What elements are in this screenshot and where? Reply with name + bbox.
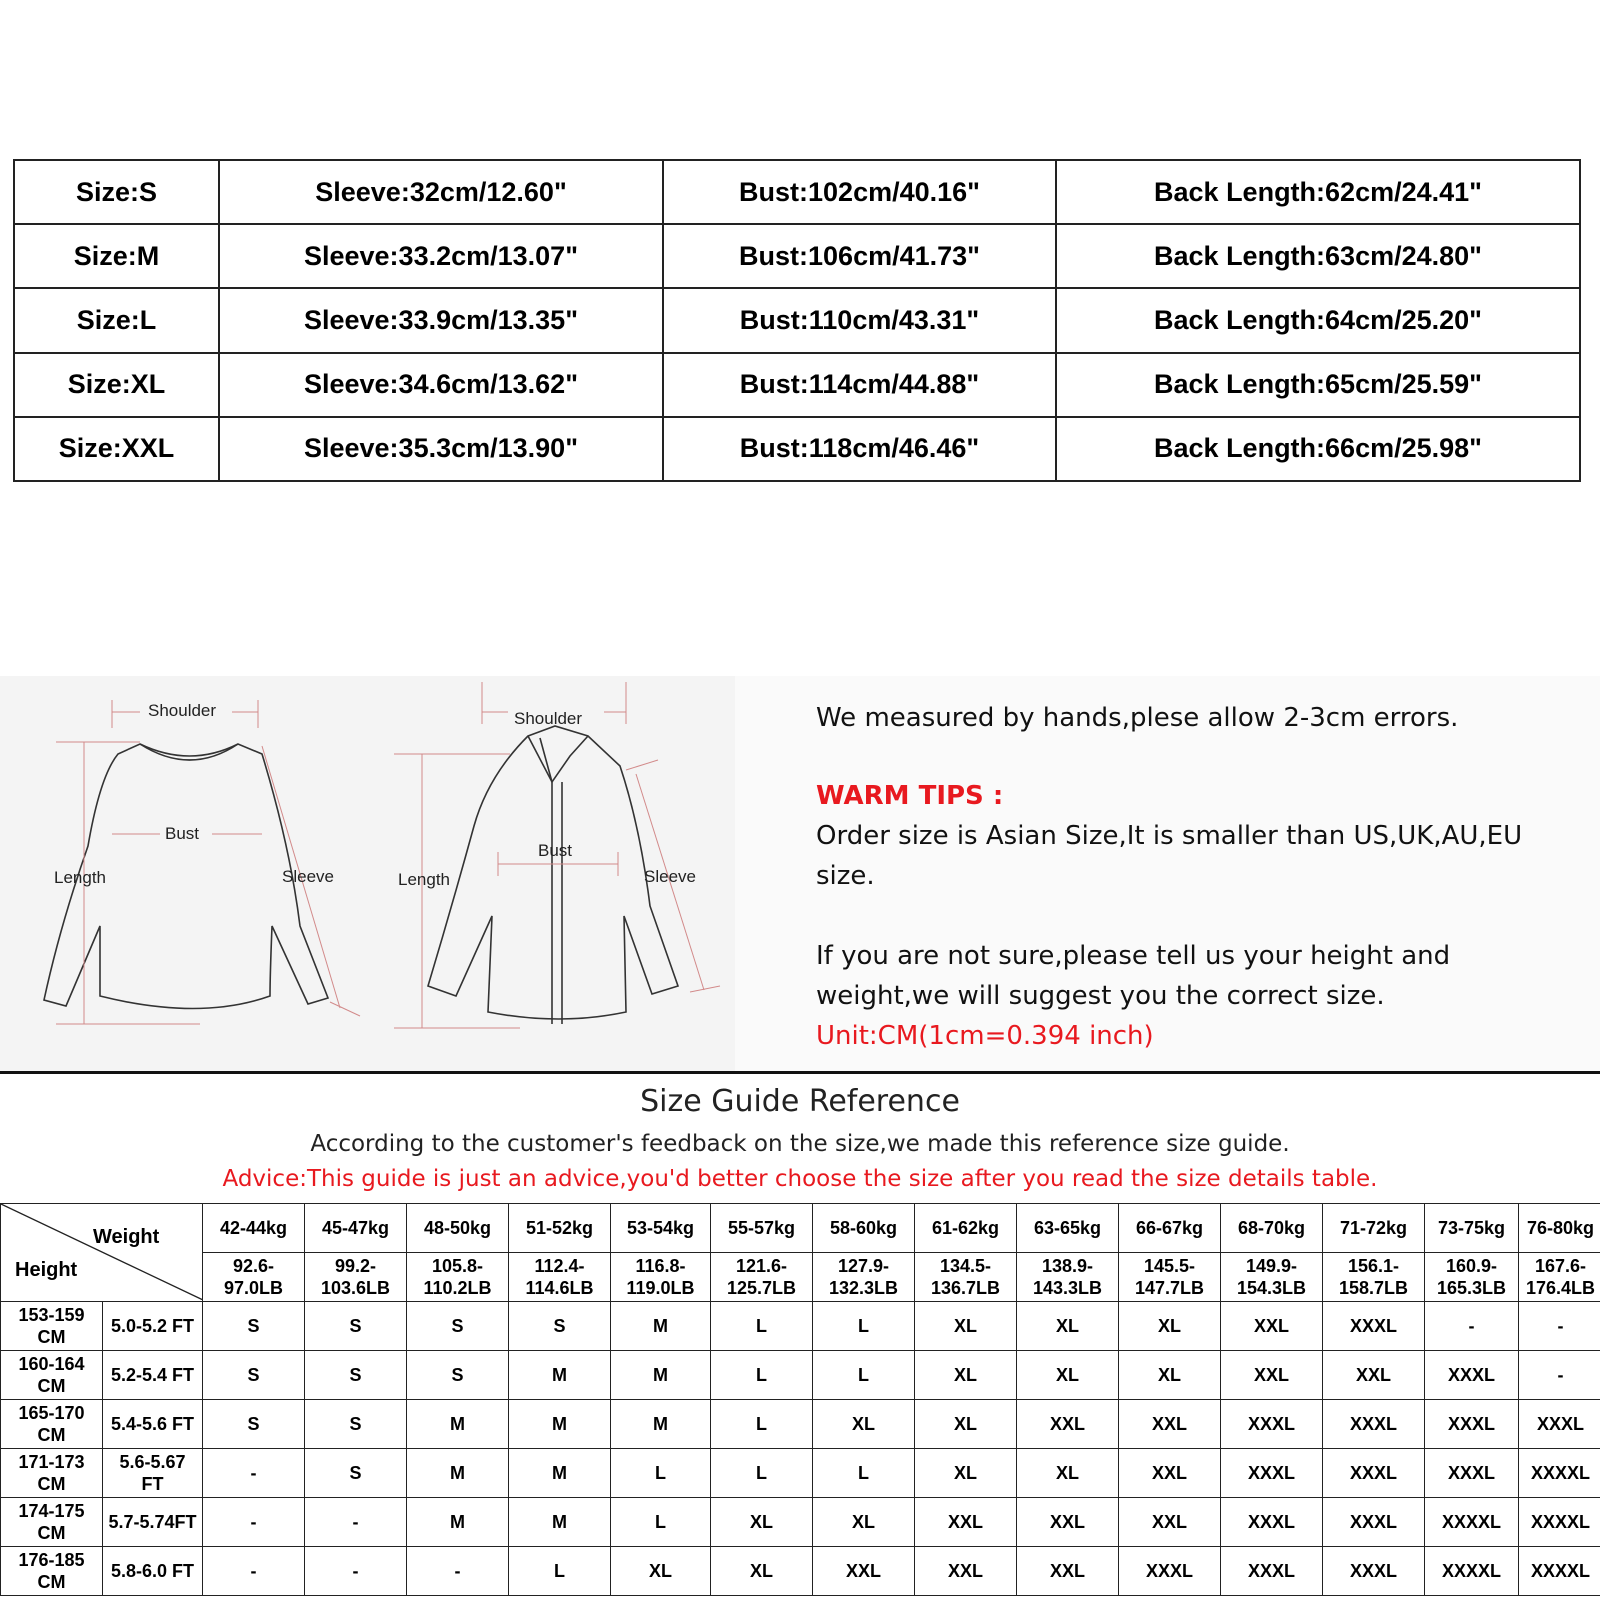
recommended-size-cell: XXXL bbox=[1323, 1547, 1425, 1596]
weight-lb-header: 149.9- 154.3LB bbox=[1221, 1253, 1323, 1302]
recommended-size-cell: - bbox=[203, 1498, 305, 1547]
recommended-size-cell: XXL bbox=[1119, 1449, 1221, 1498]
weight-kg-header: 58-60kg bbox=[813, 1204, 915, 1253]
weight-kg-header: 51-52kg bbox=[509, 1204, 611, 1253]
recommended-size-cell: L bbox=[813, 1302, 915, 1351]
not-sure-note: If you are not sure,please tell us your height and weight,we will suggest you the correct size. bbox=[816, 936, 1576, 1016]
height-cm-cell: 171-173 CM bbox=[1, 1449, 103, 1498]
recommended-size-cell: XXXL bbox=[1425, 1400, 1519, 1449]
weight-kg-header: 63-65kg bbox=[1017, 1204, 1119, 1253]
height-ft-cell: 5.7-5.74FT bbox=[103, 1498, 203, 1547]
recommended-size-cell: XXXL bbox=[1323, 1498, 1425, 1547]
back-length-cell: Back Length:64cm/25.20" bbox=[1056, 288, 1580, 352]
recommended-size-cell: XXXL bbox=[1323, 1302, 1425, 1351]
recommended-size-cell: XXXXL bbox=[1519, 1547, 1600, 1596]
size-chart-table bbox=[13, 159, 1581, 482]
recommended-size-cell: XL bbox=[1119, 1302, 1221, 1351]
recommended-size-cell: XXXL bbox=[1519, 1400, 1600, 1449]
recommended-size-cell: M bbox=[509, 1498, 611, 1547]
recommended-size-cell: M bbox=[611, 1400, 711, 1449]
weight-kg-header: 68-70kg bbox=[1221, 1204, 1323, 1253]
recommended-size-cell: XXXL bbox=[1221, 1449, 1323, 1498]
tshirt-length-label: Length bbox=[54, 868, 106, 887]
measurement-notes bbox=[816, 698, 1576, 1056]
weight-kg-header: 61-62kg bbox=[915, 1204, 1017, 1253]
height-row bbox=[1, 1449, 1600, 1498]
corner-diagonal bbox=[1, 1204, 203, 1300]
recommended-size-cell: XL bbox=[813, 1400, 915, 1449]
shirt-bust-label: Bust bbox=[538, 841, 572, 860]
weight-kg-header: 42-44kg bbox=[203, 1204, 305, 1253]
recommended-size-cell: L bbox=[509, 1547, 611, 1596]
recommended-size-cell: XL bbox=[915, 1351, 1017, 1400]
back-length-cell: Back Length:63cm/24.80" bbox=[1056, 224, 1580, 288]
height-ft-cell: 5.6-5.67 FT bbox=[103, 1449, 203, 1498]
shirt-diagrams bbox=[0, 676, 735, 1071]
recommended-size-cell: - bbox=[203, 1547, 305, 1596]
height-row bbox=[1, 1351, 1600, 1400]
recommended-size-cell: XXXL bbox=[1425, 1449, 1519, 1498]
measurement-panel bbox=[0, 676, 1600, 1071]
recommended-size-cell: XL bbox=[711, 1498, 813, 1547]
recommended-size-cell: XXXL bbox=[1221, 1547, 1323, 1596]
order-size-note: Order size is Asian Size,It is smaller than US,UK,AU,EU size. bbox=[816, 816, 1576, 896]
weight-lb-header: 105.8- 110.2LB bbox=[407, 1253, 509, 1302]
weight-lb-header: 156.1- 158.7LB bbox=[1323, 1253, 1425, 1302]
recommended-size-cell: - bbox=[1425, 1302, 1519, 1351]
recommended-size-cell: XXXL bbox=[1425, 1351, 1519, 1400]
recommended-size-cell: XXL bbox=[1119, 1498, 1221, 1547]
recommended-size-cell: M bbox=[509, 1449, 611, 1498]
weight-kg-header: 73-75kg bbox=[1425, 1204, 1519, 1253]
recommended-size-cell: XL bbox=[711, 1547, 813, 1596]
weight-height-corner bbox=[1, 1204, 203, 1302]
recommended-size-cell: XXXL bbox=[1323, 1400, 1425, 1449]
recommended-size-cell: XL bbox=[1119, 1351, 1221, 1400]
recommended-size-cell: XXL bbox=[915, 1547, 1017, 1596]
sleeve-cell: Sleeve:34.6cm/13.62" bbox=[219, 353, 663, 417]
height-cm-cell: 165-170 CM bbox=[1, 1400, 103, 1449]
weight-lb-header: 160.9- 165.3LB bbox=[1425, 1253, 1519, 1302]
recommended-size-cell: M bbox=[611, 1351, 711, 1400]
weight-kg-header: 55-57kg bbox=[711, 1204, 813, 1253]
height-header: Height bbox=[15, 1259, 77, 1281]
sleeve-cell: Sleeve:32cm/12.60" bbox=[219, 160, 663, 224]
weight-kg-header: 48-50kg bbox=[407, 1204, 509, 1253]
weight-lb-header: 99.2- 103.6LB bbox=[305, 1253, 407, 1302]
sleeve-cell: Sleeve:35.3cm/13.90" bbox=[219, 417, 663, 481]
size-row bbox=[14, 160, 1580, 224]
recommended-size-cell: XL bbox=[611, 1547, 711, 1596]
warm-tips-heading: WARM TIPS : bbox=[816, 776, 1576, 816]
recommended-size-cell: S bbox=[203, 1400, 305, 1449]
recommended-size-cell: M bbox=[407, 1498, 509, 1547]
sleeve-cell: Sleeve:33.2cm/13.07" bbox=[219, 224, 663, 288]
size-row bbox=[14, 353, 1580, 417]
recommended-size-cell: XXL bbox=[1017, 1400, 1119, 1449]
bust-cell: Bust:118cm/46.46" bbox=[663, 417, 1056, 481]
size-cell: Size:M bbox=[14, 224, 219, 288]
height-ft-cell: 5.0-5.2 FT bbox=[103, 1302, 203, 1351]
recommended-size-cell: XXXL bbox=[1221, 1400, 1323, 1449]
height-row bbox=[1, 1547, 1600, 1596]
recommended-size-cell: L bbox=[611, 1449, 711, 1498]
recommended-size-cell: - bbox=[203, 1449, 305, 1498]
recommended-size-cell: L bbox=[611, 1498, 711, 1547]
weight-lb-header: 167.6- 176.4LB bbox=[1519, 1253, 1600, 1302]
unit-note: Unit:CM(1cm=0.394 inch) bbox=[816, 1016, 1576, 1056]
weight-kg-header: 66-67kg bbox=[1119, 1204, 1221, 1253]
recommended-size-cell: XXL bbox=[1323, 1351, 1425, 1400]
recommended-size-cell: S bbox=[305, 1302, 407, 1351]
recommended-size-cell: L bbox=[711, 1449, 813, 1498]
recommended-size-cell: S bbox=[407, 1351, 509, 1400]
recommended-size-cell: M bbox=[509, 1400, 611, 1449]
height-row bbox=[1, 1498, 1600, 1547]
height-cm-cell: 176-185 CM bbox=[1, 1547, 103, 1596]
recommended-size-cell: L bbox=[711, 1302, 813, 1351]
weight-kg-header: 71-72kg bbox=[1323, 1204, 1425, 1253]
back-length-cell: Back Length:65cm/25.59" bbox=[1056, 353, 1580, 417]
weight-header: Weight bbox=[93, 1226, 159, 1248]
recommended-size-cell: - bbox=[407, 1547, 509, 1596]
recommended-size-cell: XXXXL bbox=[1425, 1547, 1519, 1596]
weight-kg-header: 76-80kg bbox=[1519, 1204, 1600, 1253]
weight-lb-header: 138.9- 143.3LB bbox=[1017, 1253, 1119, 1302]
measured-note: We measured by hands,plese allow 2-3cm errors. bbox=[816, 698, 1576, 738]
recommended-size-cell: XL bbox=[1017, 1351, 1119, 1400]
recommended-size-cell: S bbox=[305, 1351, 407, 1400]
height-cm-cell: 174-175 CM bbox=[1, 1498, 103, 1547]
reference-subtitle: According to the customer's feedback on the size,we made this reference size guide. bbox=[0, 1131, 1600, 1157]
recommended-size-cell: XXXXL bbox=[1519, 1498, 1600, 1547]
recommended-size-cell: - bbox=[305, 1547, 407, 1596]
weight-lb-header: 127.9- 132.3LB bbox=[813, 1253, 915, 1302]
recommended-size-cell: XL bbox=[915, 1449, 1017, 1498]
recommended-size-cell: M bbox=[509, 1351, 611, 1400]
recommended-size-cell: - bbox=[1519, 1351, 1600, 1400]
reference-title: Size Guide Reference bbox=[0, 1084, 1600, 1119]
recommended-size-cell: - bbox=[305, 1498, 407, 1547]
recommended-size-cell: XXL bbox=[813, 1547, 915, 1596]
shirt-shoulder-label: Shoulder bbox=[514, 709, 582, 728]
recommended-size-cell: XXL bbox=[1119, 1400, 1221, 1449]
size-row bbox=[14, 417, 1580, 481]
height-row bbox=[1, 1302, 1600, 1351]
height-cm-cell: 153-159 CM bbox=[1, 1302, 103, 1351]
weight-lb-header: 112.4- 114.6LB bbox=[509, 1253, 611, 1302]
height-ft-cell: 5.4-5.6 FT bbox=[103, 1400, 203, 1449]
recommended-size-cell: M bbox=[407, 1449, 509, 1498]
height-row bbox=[1, 1400, 1600, 1449]
recommended-size-cell: M bbox=[407, 1400, 509, 1449]
recommended-size-cell: L bbox=[711, 1351, 813, 1400]
reference-size-table bbox=[0, 1203, 1600, 1596]
recommended-size-cell: XL bbox=[813, 1498, 915, 1547]
weight-lb-header: 134.5- 136.7LB bbox=[915, 1253, 1017, 1302]
recommended-size-cell: S bbox=[305, 1449, 407, 1498]
recommended-size-cell: XXL bbox=[1017, 1547, 1119, 1596]
shirt-sleeve-label: Sleeve bbox=[644, 867, 696, 886]
recommended-size-cell: XXXL bbox=[1323, 1449, 1425, 1498]
reference-advice: Advice:This guide is just an advice,you'd better choose the size after you read the size details table. bbox=[0, 1166, 1600, 1192]
recommended-size-cell: XL bbox=[915, 1400, 1017, 1449]
size-cell: Size:XL bbox=[14, 353, 219, 417]
height-ft-cell: 5.8-6.0 FT bbox=[103, 1547, 203, 1596]
recommended-size-cell: XXXL bbox=[1221, 1498, 1323, 1547]
bust-cell: Bust:102cm/40.16" bbox=[663, 160, 1056, 224]
weight-kg-header: 53-54kg bbox=[611, 1204, 711, 1253]
size-cell: Size:L bbox=[14, 288, 219, 352]
height-cm-cell: 160-164 CM bbox=[1, 1351, 103, 1400]
recommended-size-cell: S bbox=[407, 1302, 509, 1351]
weight-kg-header: 45-47kg bbox=[305, 1204, 407, 1253]
back-length-cell: Back Length:62cm/24.41" bbox=[1056, 160, 1580, 224]
bust-cell: Bust:106cm/41.73" bbox=[663, 224, 1056, 288]
tshirt-shoulder-label: Shoulder bbox=[148, 701, 216, 720]
weight-lb-header: 121.6- 125.7LB bbox=[711, 1253, 813, 1302]
recommended-size-cell: XXXL bbox=[1119, 1547, 1221, 1596]
recommended-size-cell: XL bbox=[1017, 1449, 1119, 1498]
recommended-size-cell: - bbox=[1519, 1302, 1600, 1351]
recommended-size-cell: XXL bbox=[1221, 1351, 1323, 1400]
size-row bbox=[14, 288, 1580, 352]
back-length-cell: Back Length:66cm/25.98" bbox=[1056, 417, 1580, 481]
weight-lb-header: 92.6- 97.0LB bbox=[203, 1253, 305, 1302]
recommended-size-cell: S bbox=[305, 1400, 407, 1449]
button-shirt-drawing bbox=[428, 726, 678, 1024]
recommended-size-cell: XXXXL bbox=[1519, 1449, 1600, 1498]
bust-cell: Bust:114cm/44.88" bbox=[663, 353, 1056, 417]
size-guide-reference bbox=[0, 1071, 1600, 1603]
garment-diagram bbox=[0, 676, 735, 1071]
recommended-size-cell: S bbox=[203, 1351, 305, 1400]
recommended-size-cell: M bbox=[611, 1302, 711, 1351]
recommended-size-cell: S bbox=[509, 1302, 611, 1351]
recommended-size-cell: XL bbox=[915, 1302, 1017, 1351]
tshirt-sleeve-label: Sleeve bbox=[282, 867, 334, 886]
bust-cell: Bust:110cm/43.31" bbox=[663, 288, 1056, 352]
recommended-size-cell: XXL bbox=[1017, 1498, 1119, 1547]
shirt-length-label: Length bbox=[398, 870, 450, 889]
weight-lb-header: 116.8- 119.0LB bbox=[611, 1253, 711, 1302]
height-ft-cell: 5.2-5.4 FT bbox=[103, 1351, 203, 1400]
sleeve-cell: Sleeve:33.9cm/13.35" bbox=[219, 288, 663, 352]
recommended-size-cell: XXL bbox=[1221, 1302, 1323, 1351]
size-cell: Size:XXL bbox=[14, 417, 219, 481]
recommended-size-cell: XXXXL bbox=[1425, 1498, 1519, 1547]
recommended-size-cell: L bbox=[711, 1400, 813, 1449]
size-row bbox=[14, 224, 1580, 288]
recommended-size-cell: L bbox=[813, 1449, 915, 1498]
recommended-size-cell: XL bbox=[1017, 1302, 1119, 1351]
weight-lb-header: 145.5- 147.7LB bbox=[1119, 1253, 1221, 1302]
recommended-size-cell: S bbox=[203, 1302, 305, 1351]
recommended-size-cell: L bbox=[813, 1351, 915, 1400]
recommended-size-cell: XXL bbox=[915, 1498, 1017, 1547]
size-cell: Size:S bbox=[14, 160, 219, 224]
tshirt-bust-label: Bust bbox=[165, 824, 199, 843]
